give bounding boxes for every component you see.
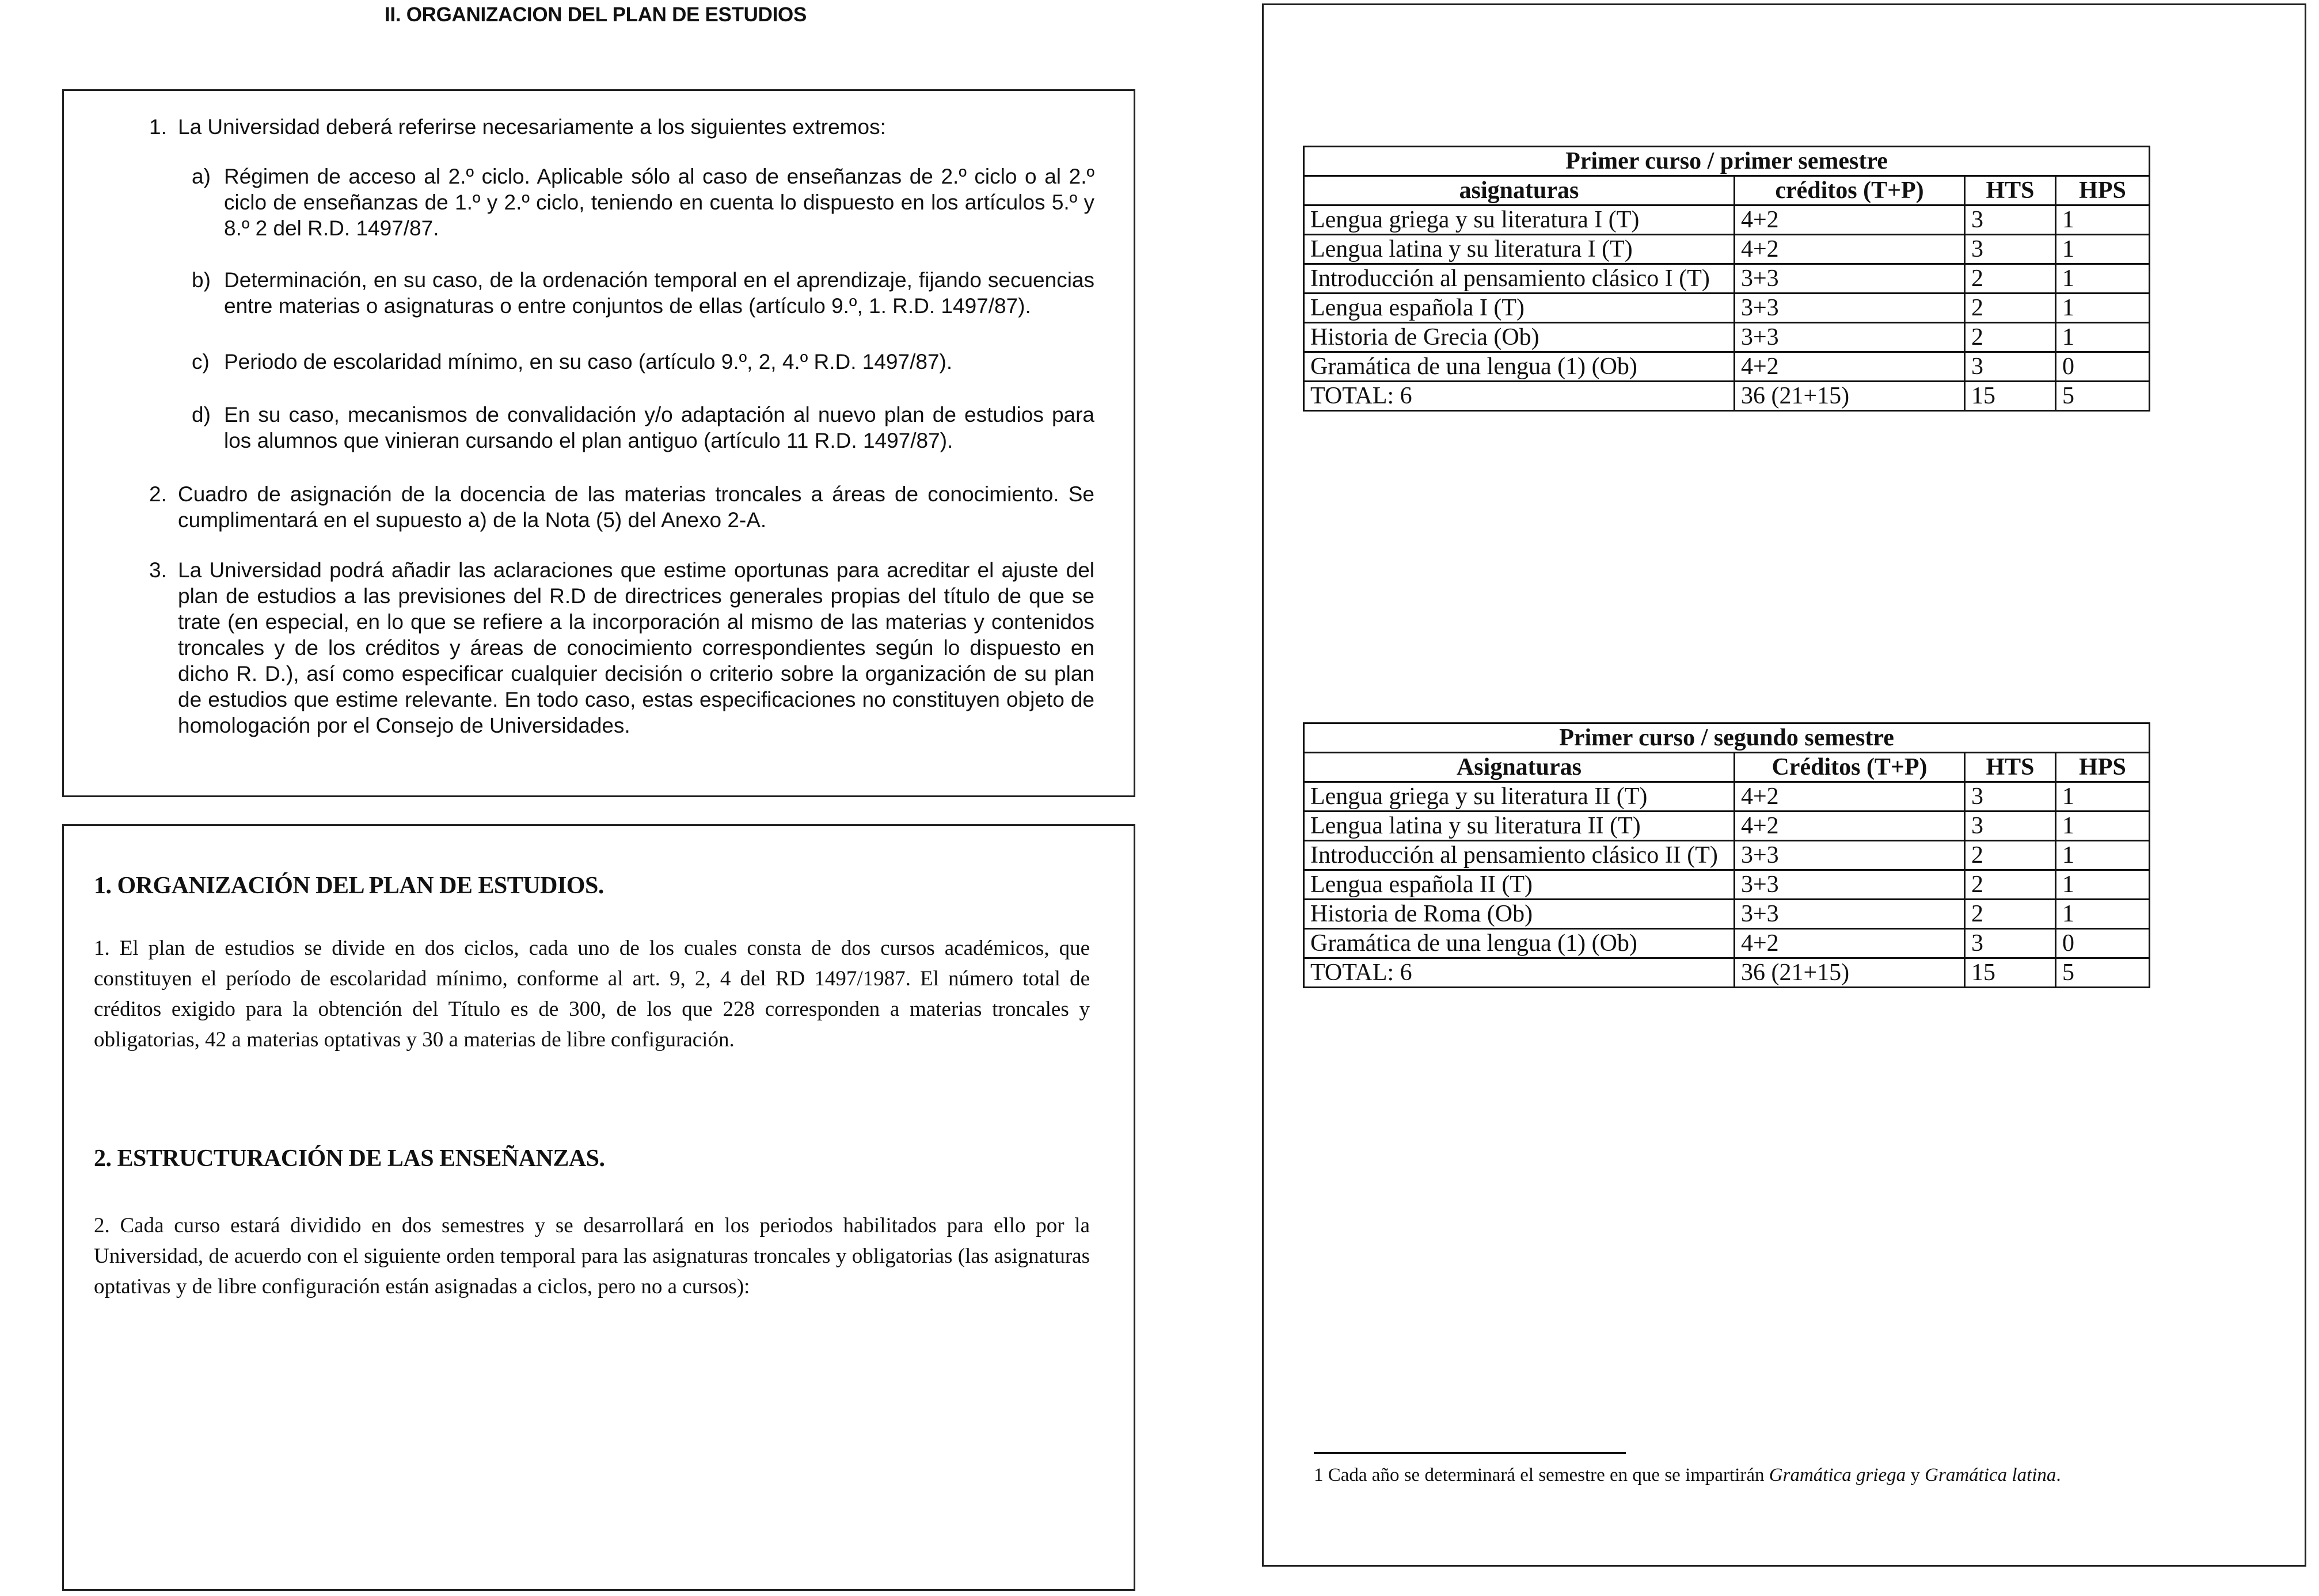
item-text: Periodo de escolaridad mínimo, en su caso (artículo 9.º, 2, 4.º R.D. 1497/87). — [224, 350, 953, 374]
table-row — [1304, 870, 2150, 900]
table-row — [1304, 264, 2150, 294]
item-letter: a) — [192, 165, 211, 188]
item-text: Determinación, en su caso, de la ordenación temporal en el aprendizaje, fijando secuencias entre materias o asignaturas o entre conjuntos de ellas (artículo 9.º, 1. R.D. 1497/87). — [224, 268, 1094, 318]
footnote-text: . — [2056, 1465, 2061, 1485]
table-cell: 3 — [1965, 205, 2056, 235]
table-cell: 3 — [1965, 929, 2056, 958]
table-cell: Lengua latina y su literatura I (T) — [1304, 235, 1735, 264]
footnote — [1314, 1465, 2061, 1486]
column-header: HPS — [2056, 753, 2150, 782]
table-cell: 5 — [2056, 382, 2150, 411]
table-cell: 2 — [1965, 294, 2056, 323]
instructions-box — [62, 89, 1135, 797]
table-cell: 4+2 — [1735, 352, 1965, 382]
table-cell: Lengua griega y su literatura II (T) — [1304, 782, 1735, 812]
section-1-paragraph: 1. El plan de estudios se divide en dos ciclos, cada uno de los cuales consta de dos cursos académicos, que constituyen el período de escolaridad mínimo, conforme al art. 9, 2, 4 del RD 1497/1987. El número total de créditos exigido para la obtención del Título es de 300, de los que 228 corresponden a materias troncales y obligatorias, 42 a materias optativas y 30 a materias de libre configuración. — [94, 936, 1090, 1052]
table-cell: 4+2 — [1735, 782, 1965, 812]
table-cell: 4+2 — [1735, 235, 1965, 264]
table-cell: Gramática de una lengua (1) (Ob) — [1304, 929, 1735, 958]
table-row — [1304, 235, 2150, 264]
item-letter: d) — [192, 403, 211, 426]
table-cell: 36 (21+15) — [1735, 958, 1965, 988]
table-cell: Lengua griega y su literatura I (T) — [1304, 205, 1735, 235]
table-cell: 0 — [2056, 352, 2150, 382]
table-cell: 3 — [1965, 235, 2056, 264]
item-text: Cuadro de asignación de la docencia de las materias troncales a áreas de conocimiento. Se cumplimentará en el supuesto a) de la Nota (5) del Anexo 2-A. — [178, 482, 1094, 532]
table-row — [1304, 900, 2150, 929]
table-row — [1304, 812, 2150, 841]
table-row — [1304, 841, 2150, 870]
table-cell: 3+3 — [1735, 323, 1965, 352]
page-header: II. ORGANIZACION DEL PLAN DE ESTUDIOS — [385, 3, 807, 26]
table-row — [1304, 352, 2150, 382]
table-cell: 1 — [2056, 323, 2150, 352]
item-number: 2. — [149, 482, 167, 506]
table-cell: Introducción al pensamiento clásico II (T) — [1304, 841, 1735, 870]
table-cell: 1 — [2056, 870, 2150, 900]
table-cell: Lengua española II (T) — [1304, 870, 1735, 900]
table-cell: 5 — [2056, 958, 2150, 988]
section-1-title: 1. ORGANIZACIÓN DEL PLAN DE ESTUDIOS. — [94, 873, 604, 899]
table-cell: 3 — [1965, 782, 2056, 812]
table-cell: Lengua latina y su literatura II (T) — [1304, 812, 1735, 841]
table-cell: TOTAL: 6 — [1304, 958, 1735, 988]
second-semester-table — [1303, 722, 2150, 988]
table-cell: Lengua española I (T) — [1304, 294, 1735, 323]
table-cell: 2 — [1965, 264, 2056, 294]
table-cell: 3+3 — [1735, 870, 1965, 900]
column-header: asignaturas — [1304, 176, 1735, 205]
footnote-text: 1 Cada año se determinará el semestre en que se impartirán — [1314, 1465, 1769, 1485]
table-cell: 1 — [2056, 264, 2150, 294]
table-row — [1304, 958, 2150, 988]
section-2-paragraph: 2. Cada curso estará dividido en dos semestres y se desarrollará en los periodos habilitados para ello por la Universidad, de acuerdo con el siguiente orden temporal para las asignaturas troncales y obligatorias (las asignaturas optativas y de libre configuración están asignadas a ciclos, pero no a cursos): — [94, 1214, 1090, 1298]
table-cell: 1 — [2056, 782, 2150, 812]
table-cell: Gramática de una lengua (1) (Ob) — [1304, 352, 1735, 382]
table-cell: 4+2 — [1735, 929, 1965, 958]
table-cell: Introducción al pensamiento clásico I (T) — [1304, 264, 1735, 294]
table-row — [1304, 782, 2150, 812]
table-cell: 1 — [2056, 205, 2150, 235]
table-row — [1304, 205, 2150, 235]
table-cell: 1 — [2056, 812, 2150, 841]
column-header: HTS — [1965, 753, 2056, 782]
table-cell: 2 — [1965, 841, 2056, 870]
table-cell: 3+3 — [1735, 294, 1965, 323]
column-header: HPS — [2056, 176, 2150, 205]
item-number: 3. — [149, 558, 167, 582]
table-title: Primer curso / segundo semestre — [1304, 723, 2150, 753]
item-letter: b) — [192, 268, 211, 292]
item-text: La Universidad podrá añadir las aclaraciones que estime oportunas para acreditar el ajuste del plan de estudios a las previsiones del R.D de directrices generales propias del título de que se trate (en especial, en lo que se refiere a la incorporación al mismo de las materias y contenidos troncales y de los créditos y áreas de conocimiento correspondientes según lo dispuesto en dicho R. D.), así como especificar cualquier decisión o criterio sobre la organización de su plan de estudios que estime relevante. En todo caso, estas especificaciones no constituyen objeto de homologación por el Consejo de Universidades. — [178, 558, 1094, 737]
table-cell: TOTAL: 6 — [1304, 382, 1735, 411]
table-cell: 4+2 — [1735, 205, 1965, 235]
table-cell: 4+2 — [1735, 812, 1965, 841]
table-cell: 2 — [1965, 870, 2056, 900]
footnote-text: y — [1906, 1465, 1925, 1485]
table-cell: 1 — [2056, 294, 2150, 323]
item-number: 1. — [149, 115, 167, 139]
column-header: Asignaturas — [1304, 753, 1735, 782]
footnote-italic: Gramática griega — [1769, 1465, 1906, 1485]
table-cell: 2 — [1965, 900, 2056, 929]
item-text: Régimen de acceso al 2.º ciclo. Aplicable sólo al caso de enseñanzas de 2.º ciclo o al 2.º ciclo de enseñanzas de 1.º y 2.º ciclo, teniendo en cuenta lo dispuesto en los artículos 5.º y 8.º 2 del R.D. 1497/87. — [224, 165, 1094, 240]
table-row — [1304, 323, 2150, 352]
section-2-title: 2. ESTRUCTURACIÓN DE LAS ENSEÑANZAS. — [94, 1145, 605, 1172]
table-title: Primer curso / primer semestre — [1304, 147, 2150, 176]
item-text: En su caso, mecanismos de convalidación y/o adaptación al nuevo plan de estudios para los alumnos que vinieran cursando el plan antiguo (artículo 11 R.D. 1497/87). — [224, 403, 1094, 452]
table-cell: 0 — [2056, 929, 2150, 958]
item-text: La Universidad deberá referirse necesariamente a los siguientes extremos: — [178, 115, 886, 139]
table-cell: 3 — [1965, 352, 2056, 382]
first-semester-table — [1303, 146, 2150, 412]
table-cell: 3 — [1965, 812, 2056, 841]
table-cell: 36 (21+15) — [1735, 382, 1965, 411]
table-cell: 3+3 — [1735, 841, 1965, 870]
table-cell: 2 — [1965, 323, 2056, 352]
column-header: créditos (T+P) — [1735, 176, 1965, 205]
table-cell: 1 — [2056, 841, 2150, 870]
table-cell: 15 — [1965, 382, 2056, 411]
footnote-italic: Gramática latina — [1925, 1465, 2056, 1485]
footnote-rule — [1314, 1452, 1626, 1454]
table-cell: 3+3 — [1735, 264, 1965, 294]
table-cell: 15 — [1965, 958, 2056, 988]
plan-organization-box — [62, 824, 1135, 1591]
table-cell: 1 — [2056, 235, 2150, 264]
table-row — [1304, 929, 2150, 958]
table-row — [1304, 382, 2150, 411]
item-letter: c) — [192, 350, 210, 374]
table-cell: 1 — [2056, 900, 2150, 929]
table-row — [1304, 294, 2150, 323]
table-cell: Historia de Grecia (Ob) — [1304, 323, 1735, 352]
table-cell: 3+3 — [1735, 900, 1965, 929]
column-header: HTS — [1965, 176, 2056, 205]
column-header: Créditos (T+P) — [1735, 753, 1965, 782]
table-cell: Historia de Roma (Ob) — [1304, 900, 1735, 929]
